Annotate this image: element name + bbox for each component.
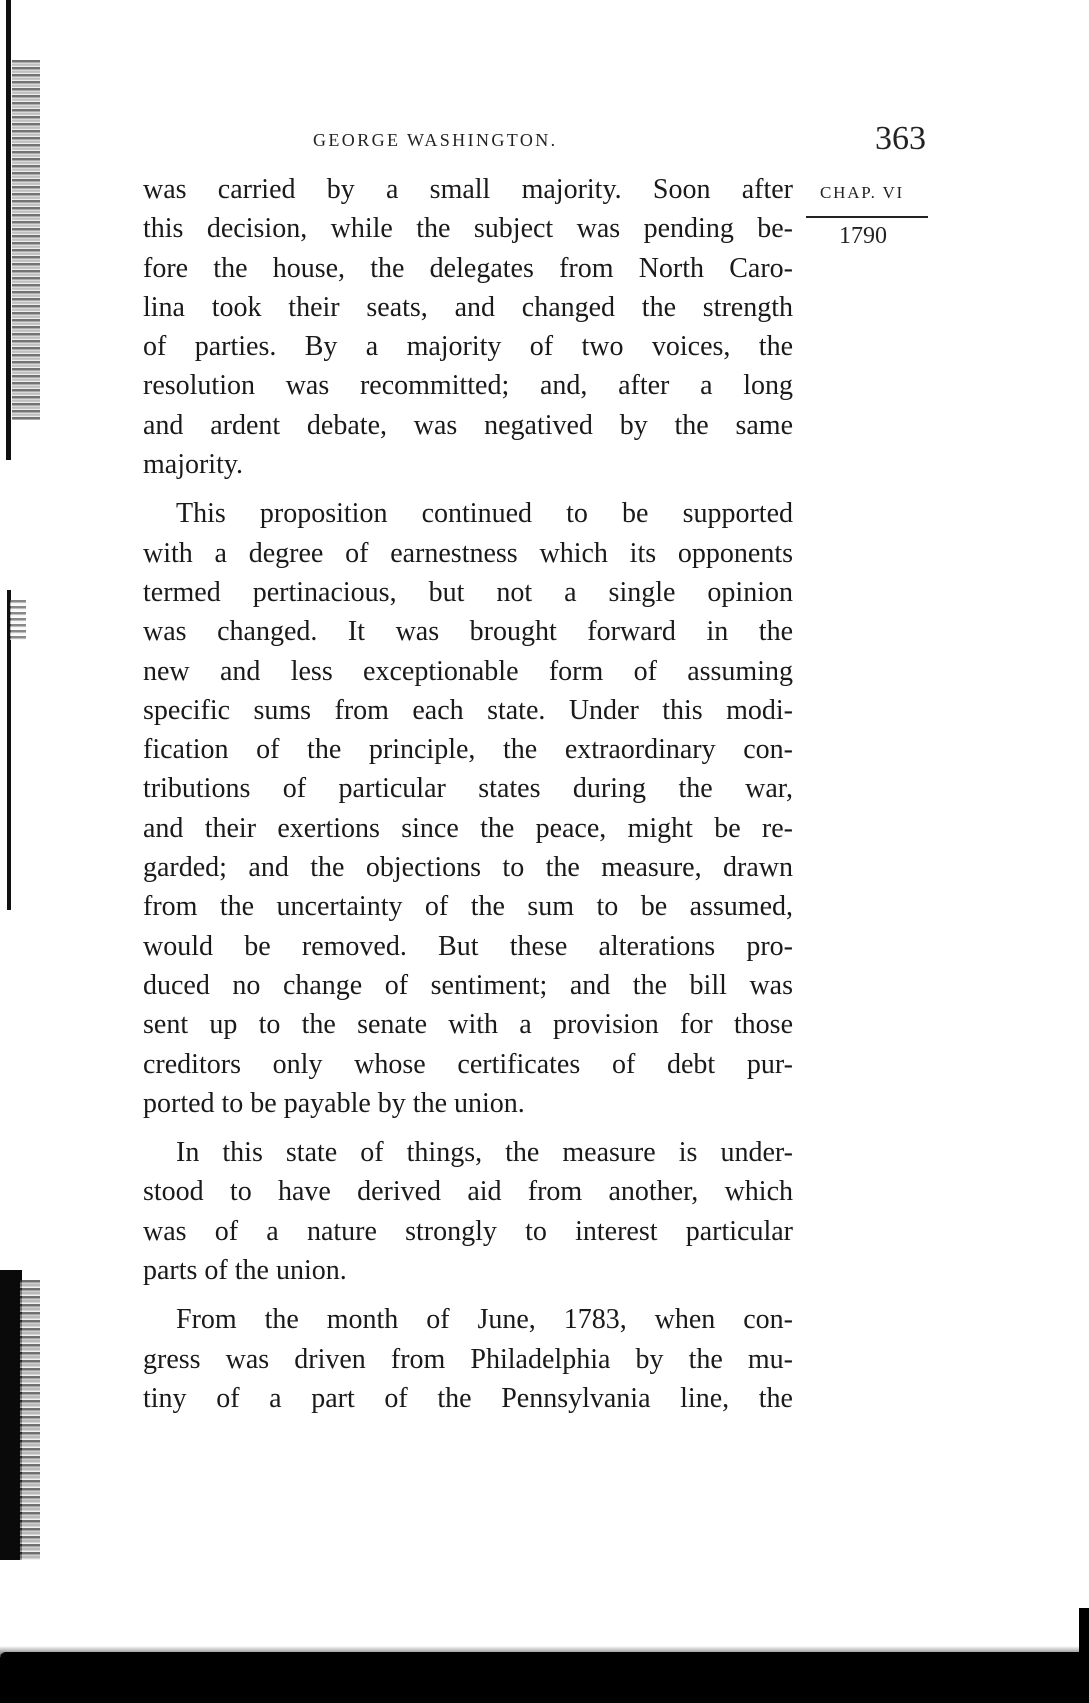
text-line: parts of the union.: [143, 1255, 347, 1287]
margin-chapter-label: CHAP. VI: [820, 183, 904, 202]
text-line: From the month of June, 1783, when con-: [176, 1304, 793, 1336]
margin-divider: [806, 216, 928, 218]
text-line: of parties. By a majority of two voices, the: [143, 331, 793, 363]
text-line: this decision, while the subject was pending be-: [143, 213, 793, 245]
paragraph: [143, 1133, 793, 1290]
page-number: 363: [875, 120, 926, 157]
paragraph: [143, 170, 793, 484]
text-line: fication of the principle, the extraordinary con-: [143, 734, 793, 766]
text-line: would be removed. But these alterations pro-: [143, 930, 793, 962]
text-line: termed pertinacious, but not a single opinion: [143, 576, 793, 608]
text-line: This proposition continued to be supported: [176, 498, 793, 530]
text-line: gress was driven from Philadelphia by the mu-: [143, 1343, 793, 1375]
scan-speckle-top: [12, 60, 40, 420]
text-line: was carried by a small majority. Soon after: [143, 174, 793, 205]
text-line: sent up to the senate with a provision for those: [143, 1009, 793, 1041]
text-line: resolution was recommitted; and, after a long: [143, 370, 793, 402]
text-line: In this state of things, the measure is under-: [176, 1137, 793, 1169]
text-line: ported to be payable by the union.: [143, 1087, 525, 1119]
paragraph: [143, 1300, 793, 1418]
text-line: specific sums from each state. Under this modi-: [143, 694, 793, 726]
scan-speckle-bottom: [20, 1280, 40, 1560]
paragraph: [143, 494, 793, 1123]
text-line: lina took their seats, and changed the strength: [143, 291, 793, 323]
text-line: garded; and the objections to the measure, drawn: [143, 852, 793, 884]
text-line: was changed. It was brought forward in the: [143, 616, 793, 648]
scan-binding-shadow-top: [6, 0, 11, 460]
text-line: was of a nature strongly to interest particular: [143, 1215, 793, 1247]
text-line: from the uncertainty of the sum to be assumed,: [143, 891, 793, 923]
scan-speckle-middle: [10, 600, 26, 640]
scan-corner-mark: [1079, 1608, 1089, 1658]
text-line: fore the house, the delegates from North Caro-: [143, 252, 793, 284]
text-line: stood to have derived aid from another, which: [143, 1176, 793, 1208]
text-line: tiny of a part of the Pennsylvania line, the: [143, 1382, 793, 1414]
text-line: with a degree of earnestness which its opponents: [143, 537, 793, 569]
text-line: duced no change of sentiment; and the bill was: [143, 969, 793, 1001]
running-title: GEORGE WASHINGTON.: [313, 130, 558, 150]
text-line: and ardent debate, was negatived by the same: [143, 409, 793, 441]
scan-bottom-edge: [0, 1652, 1089, 1703]
text-line: majority.: [143, 449, 244, 481]
text-line: new and less exceptionable form of assuming: [143, 655, 793, 687]
text-line: and their exertions since the peace, might be re-: [143, 812, 793, 844]
text-line: creditors only whose certificates of debt pur-: [143, 1048, 793, 1080]
text-line: tributions of particular states during the war,: [143, 773, 793, 805]
margin-year: 1790: [839, 223, 887, 249]
scan-binding-shadow-bottom: [0, 1270, 22, 1560]
page-body: [143, 170, 793, 1428]
